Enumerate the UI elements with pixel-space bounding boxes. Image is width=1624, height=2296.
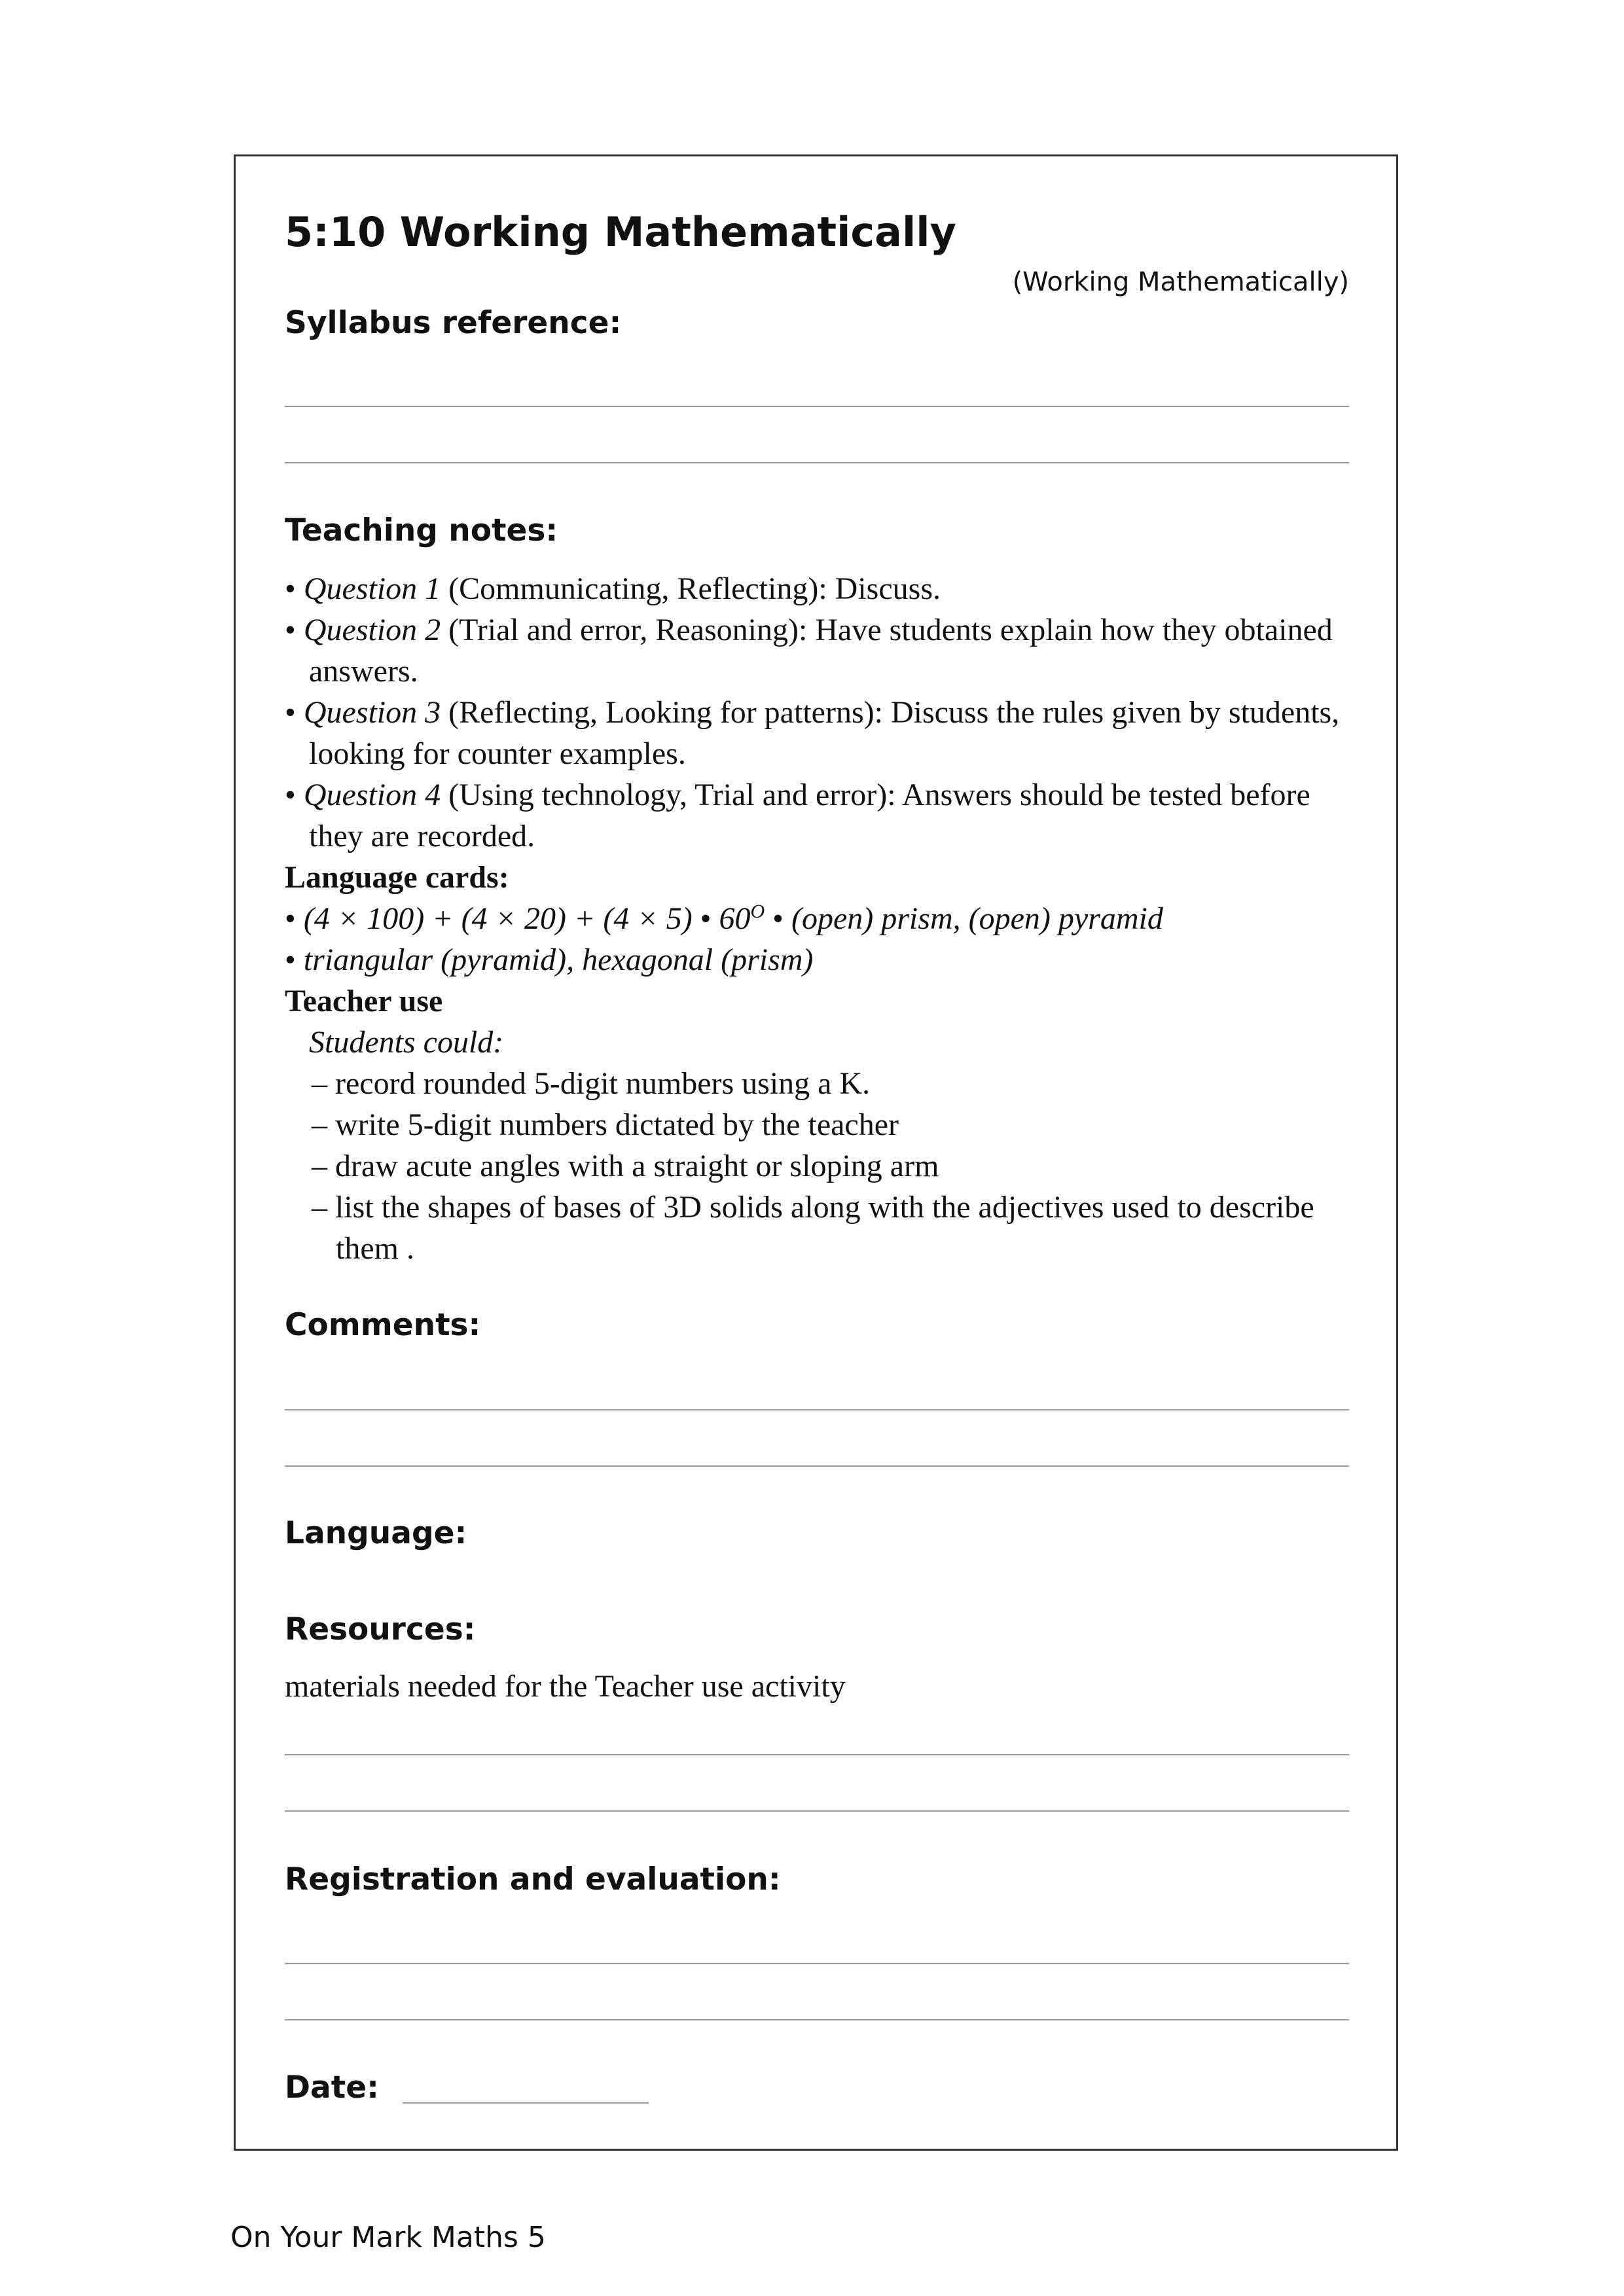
- teacher-use-intro: Students could:: [309, 1025, 504, 1060]
- teaching-notes-heading: Teaching notes:: [285, 512, 558, 548]
- note-item: • Question 1 (Communicating, Reflecting): Discuss.: [285, 571, 941, 606]
- teacher-use-item: – list the shapes of bases of 3D solids along with the adjectives used to describe them .: [312, 1190, 1314, 1266]
- registration-line-1: [285, 1963, 1349, 1964]
- teacher-use-item: – record rounded 5-digit numbers using a K.: [312, 1066, 871, 1101]
- comments-line-2: [285, 1465, 1349, 1467]
- language-cards-line: • (4 × 100) + (4 × 20) + (4 × 5) • $60^O$ • (open) prism, (open) pyramid: [285, 901, 1163, 936]
- language-cards-line: • triangular (pyramid), hexagonal (prism): [285, 942, 814, 977]
- syllabus-line-2: [285, 462, 1349, 463]
- date-field-line: [403, 2102, 649, 2104]
- resources-text: materials needed for the Teacher use activity: [285, 1669, 846, 1704]
- language-cards-heading: Language cards:: [285, 860, 509, 895]
- note-item: • Question 4 (Using technology, Trial and error): Answers should be tested before they are recorded.: [285, 778, 1310, 853]
- page-footer: On Your Mark Maths 5: [230, 2221, 546, 2254]
- syllabus-heading: Syllabus reference:: [285, 305, 622, 341]
- comments-heading: Comments:: [285, 1307, 481, 1343]
- teacher-use-item: – draw acute angles with a straight or sloping arm: [312, 1149, 939, 1183]
- registration-line-2: [285, 2019, 1349, 2020]
- teacher-use-heading: Teacher use: [285, 984, 443, 1018]
- date-label: Date:: [285, 2070, 379, 2106]
- registration-heading: Registration and evaluation:: [285, 1861, 781, 1897]
- page-title: 5:10 Working Mathematically: [285, 208, 956, 256]
- note-item: • Question 3 (Reflecting, Looking for patterns): Discuss the rules given by students, looking for counter examples.: [285, 695, 1340, 771]
- note-item: • Question 2 (Trial and error, Reasoning): Have students explain how they obtained answers.: [285, 613, 1333, 689]
- resources-line-2: [285, 1810, 1349, 1812]
- resources-heading: Resources:: [285, 1611, 476, 1647]
- strand-label: (Working Mathematically): [1012, 267, 1349, 297]
- syllabus-line-1: [285, 406, 1349, 407]
- teacher-use-item: – write 5-digit numbers dictated by the teacher: [312, 1107, 899, 1142]
- language-heading: Language:: [285, 1515, 467, 1551]
- teaching-notes-body: [285, 568, 1365, 1269]
- comments-line-1: [285, 1409, 1349, 1410]
- resources-line-1: [285, 1754, 1349, 1755]
